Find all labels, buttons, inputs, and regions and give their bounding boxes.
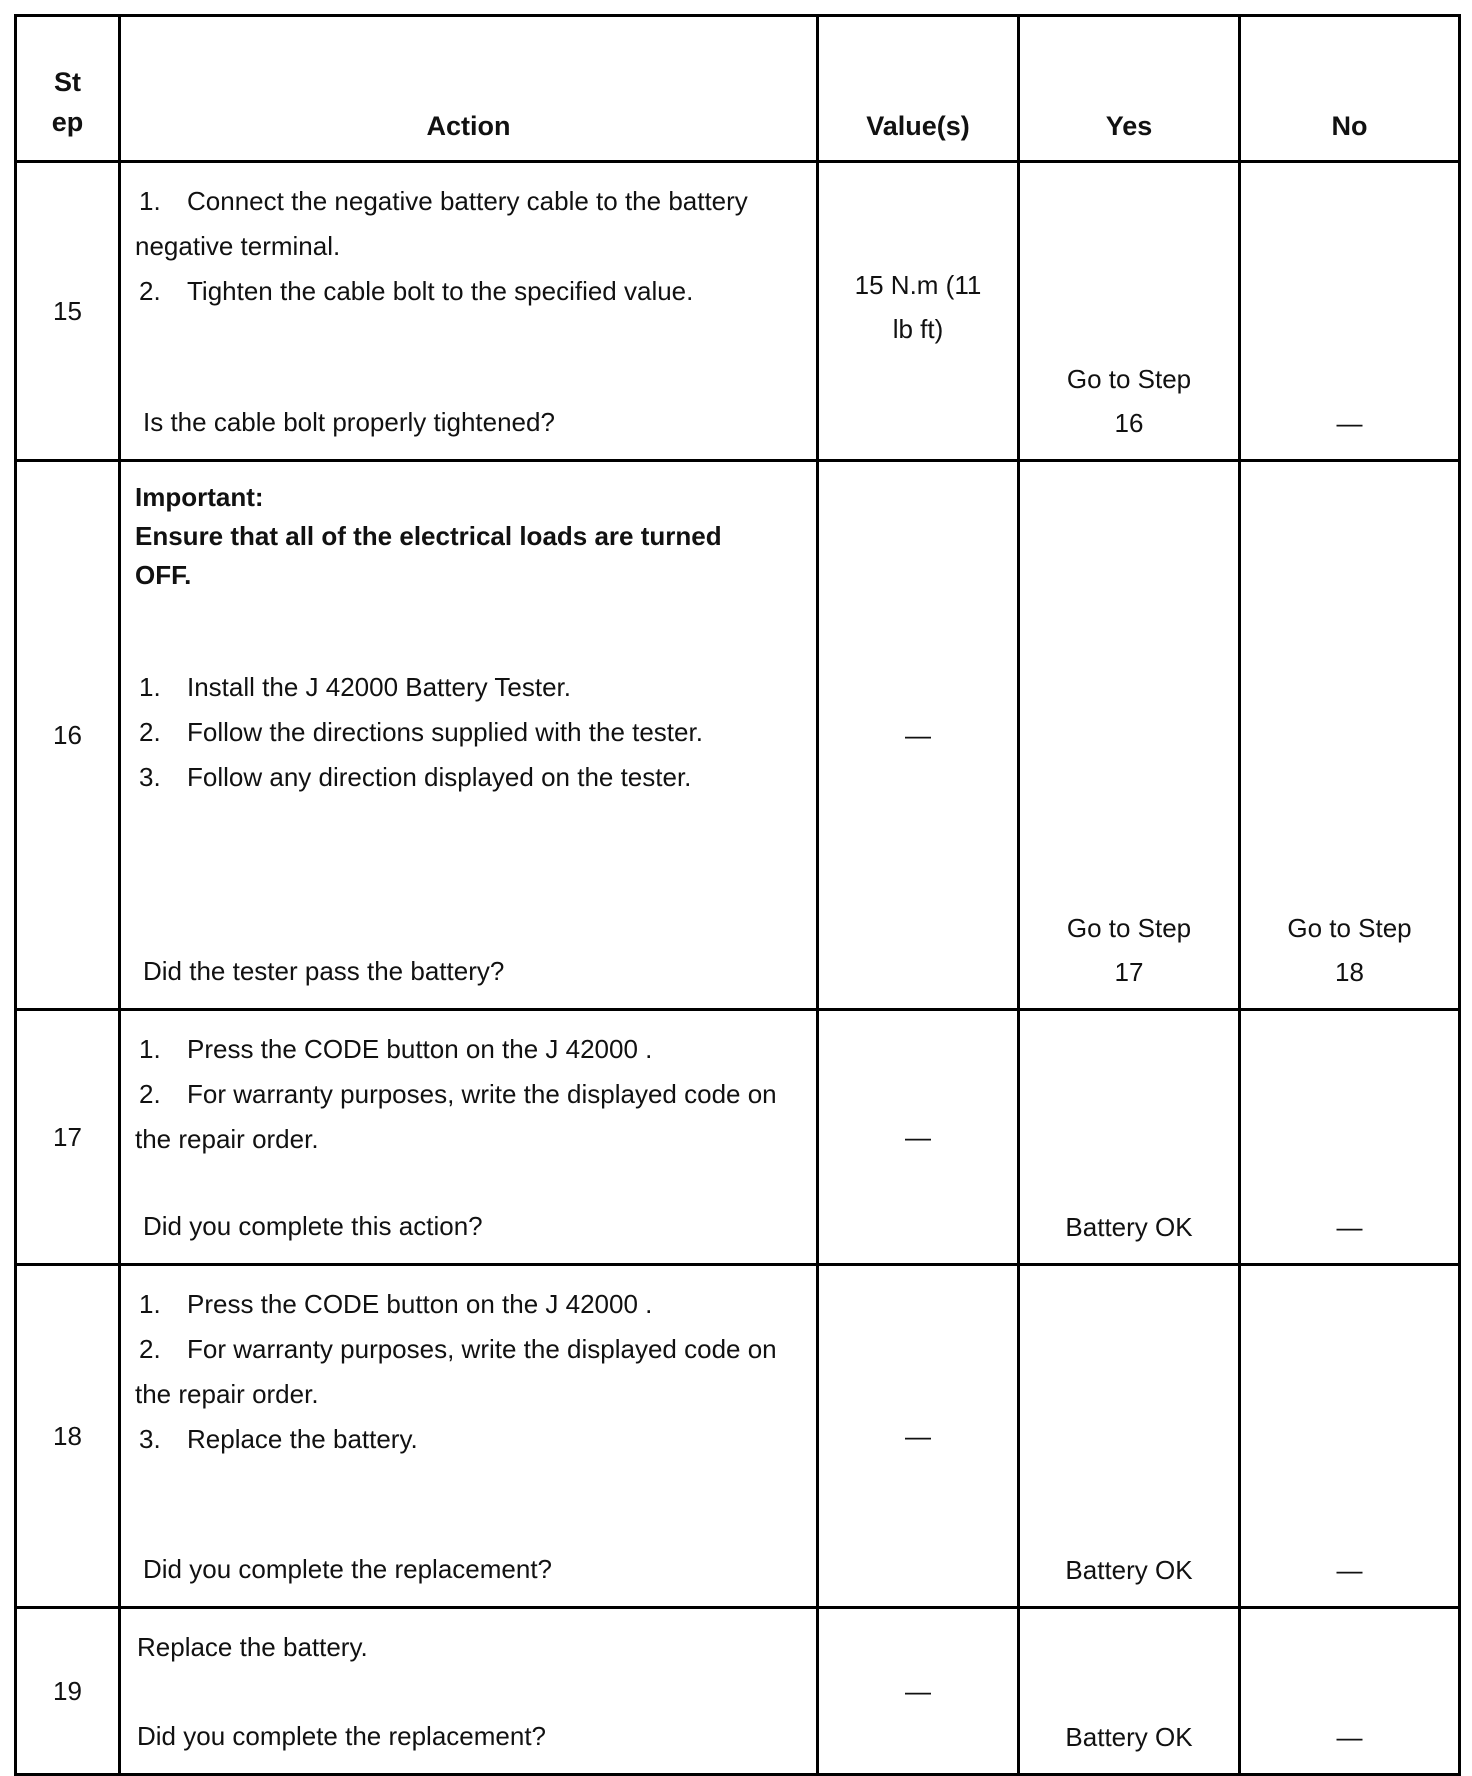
- table-row: [16, 461, 1460, 1010]
- no-cell: [1240, 1265, 1460, 1608]
- yes-cell: [1019, 1010, 1240, 1265]
- action-cell: [120, 461, 818, 1010]
- yes-cell: [1019, 162, 1240, 461]
- value-cell: [818, 162, 1019, 461]
- value-text: —: [905, 1675, 931, 1706]
- value-cell: [818, 1265, 1019, 1608]
- table-row: [16, 1265, 1460, 1608]
- list-item: 2. Follow the directions supplied with the tester.: [139, 717, 703, 747]
- list-item: 1. Install the J 42000 Battery Tester.: [139, 672, 571, 702]
- no-text: Go to Step 18: [1287, 913, 1412, 987]
- no-cell: [1240, 162, 1460, 461]
- list-item: 1. Press the CODE button on the J 42000 .: [139, 1289, 653, 1319]
- step-number: 15: [16, 162, 120, 461]
- yes-text: Go to Step 17: [1066, 913, 1192, 987]
- no-cell: [1240, 1608, 1460, 1775]
- important-text: Ensure that all of the electrical loads are turned OFF.: [135, 521, 722, 590]
- header-step: [16, 16, 120, 162]
- no-text: —: [1336, 1212, 1363, 1242]
- value-text: —: [905, 1121, 931, 1152]
- no-text: —: [1336, 408, 1363, 438]
- value-text: 15 N.m (11 lb ft): [854, 270, 982, 344]
- list-item: 2. For warranty purposes, write the displayed code on the repair order.: [135, 1079, 777, 1154]
- value-cell: [818, 461, 1019, 1010]
- action-question: Is the cable bolt properly tightened?: [143, 407, 555, 437]
- header-values: Value(s): [818, 16, 1019, 162]
- header-no: No: [1240, 16, 1460, 162]
- action-list: [135, 179, 802, 314]
- table-row: [16, 162, 1460, 461]
- step-number: 19: [16, 1608, 120, 1775]
- action-question: Did you complete this action?: [143, 1211, 483, 1241]
- step-number: 17: [16, 1010, 120, 1265]
- value-cell: [818, 1010, 1019, 1265]
- yes-cell: [1019, 461, 1240, 1010]
- action-cell: [120, 1608, 818, 1775]
- header-action: Action: [120, 16, 818, 162]
- step-number: 16: [16, 461, 120, 1010]
- table-row: [16, 1608, 1460, 1775]
- yes-text: Battery OK: [1065, 1212, 1193, 1242]
- action-cell: [120, 162, 818, 461]
- action-question: Did you complete the replacement?: [143, 1554, 553, 1584]
- yes-cell: [1019, 1608, 1240, 1775]
- no-text: —: [1336, 1555, 1363, 1585]
- value-text: —: [905, 1420, 931, 1451]
- list-item: 1. Press the CODE button on the J 42000 .: [139, 1034, 653, 1064]
- table-row: [16, 1010, 1460, 1265]
- yes-cell: [1019, 1265, 1240, 1608]
- yes-text: Battery OK: [1065, 1722, 1193, 1752]
- value-text: —: [905, 719, 931, 750]
- yes-text: Battery OK: [1065, 1555, 1193, 1585]
- list-item: 3. Follow any direction displayed on the tester.: [139, 762, 692, 792]
- action-question: Did the tester pass the battery?: [143, 956, 505, 986]
- action-text: Replace the battery.: [137, 1632, 368, 1662]
- action-cell: [120, 1010, 818, 1265]
- value-cell: [818, 1608, 1019, 1775]
- action-list: [135, 1282, 802, 1462]
- diagnostic-table: [14, 14, 1461, 1776]
- action-cell: [120, 1265, 818, 1608]
- no-text: —: [1336, 1722, 1363, 1752]
- no-cell: [1240, 461, 1460, 1010]
- header-yes: Yes: [1019, 16, 1240, 162]
- header-row: [16, 16, 1460, 162]
- action-list: [135, 1027, 802, 1162]
- yes-text: Go to Step 16: [1066, 364, 1192, 438]
- step-number: 18: [16, 1265, 120, 1608]
- list-item: 2. Tighten the cable bolt to the specified value.: [139, 276, 694, 306]
- action-question: Did you complete the replacement?: [137, 1721, 547, 1751]
- no-cell: [1240, 1010, 1460, 1265]
- header-step-line1: St: [54, 67, 81, 97]
- list-item: 2. For warranty purposes, write the displayed code on the repair order.: [135, 1334, 777, 1409]
- header-step-line2: ep: [51, 107, 84, 137]
- list-item: 3. Replace the battery.: [139, 1424, 418, 1454]
- action-list: [135, 665, 802, 800]
- list-item: 1. Connect the negative battery cable to the battery negative terminal.: [135, 186, 748, 261]
- important-label: Important:: [135, 482, 264, 512]
